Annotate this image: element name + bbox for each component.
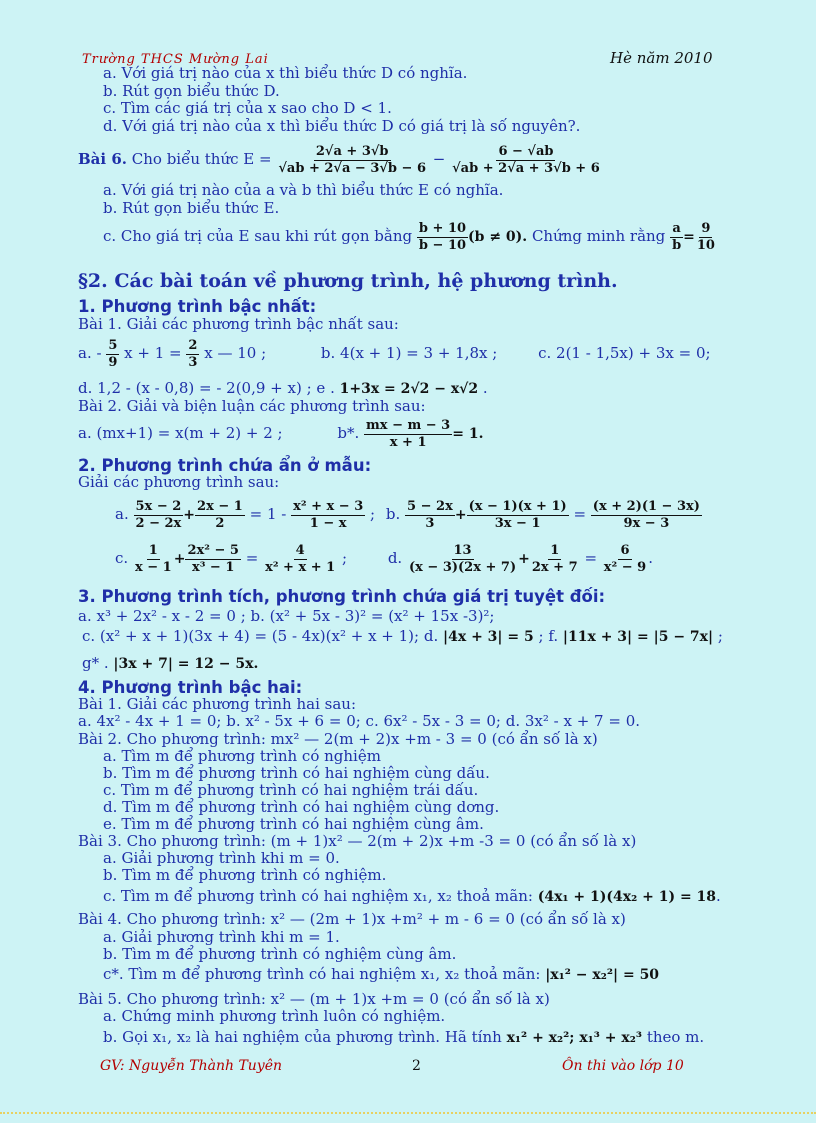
bai6-fraction-2: $\frac{6 - √ab}{√ab + 2√a + 3√b + 6}$ (452, 143, 600, 176)
bai6-title: Bài 6. (78, 150, 127, 168)
part-d-a: a. Với giá trị nào của x thì biểu thức D có nghĩa. (103, 64, 468, 82)
s4-bai3-b: b. Tìm m để phương trình có nghiệm. (103, 866, 387, 884)
s4-bai5-a: a. Chứng minh phương trình luôn có nghiệm. (103, 1007, 446, 1025)
s4-bai3-a: a. Giải phương trình khi m = 0. (103, 849, 340, 867)
s4-bai3-c: c. Tìm m để phương trình có hai nghiệm x₁, x₂ thoả mãn: (4x₁ + 1)(4x₂ + 1) = 18. (103, 887, 721, 905)
s3-line-3: g* . |3x + 7| = 12 − 5x. (82, 654, 259, 672)
bai6-c-prove: Chứng minh rằng (531, 227, 666, 245)
footer-teacher: GV: Nguyễn Thành Tuyên (100, 1058, 283, 1074)
s2-line-cd: c. $\frac{1}{x - 1}$ + $\frac{\text{2x² − 5}}{\text{x³ − 1}}$ = $\frac{4}{\text{x² + x + 1}}$ ; d. $\frac{13}{(x - 3)(2x + 7)}$ + $\frac{1}{2x + 7}$ = $\frac{6}{\text{x² − 9}}$ . (115, 542, 654, 575)
s4-bai5-b: b. Gọi x₁, x₂ là hai nghiệm của phương trình. Hã tính x₁² + x₂²; x₁³ + x₂³ theo m. (103, 1028, 705, 1046)
bai6-c (103, 218, 717, 255)
footer-page-number: 2 (412, 1058, 421, 1074)
s4-bai2-a: a. Tìm m để phương trình có nghiệm (103, 747, 381, 765)
part-d-d: d. Với giá trị nào của x thì biểu thức D có giá trị là số nguyên?. (103, 117, 581, 135)
s1-e-equation: 1+3x = 2√2 − x√2 (339, 381, 479, 397)
header-school: Trường THCS Mường Lai (82, 52, 269, 67)
s4-bai4-b: b. Tìm m để phương trình có nghiệm cùng âm. (103, 945, 457, 963)
s4-bai3: Bài 3. Cho phương trình: (m + 1)x² — 2(m + 2)x +m -3 = 0 (có ẩn số là x) (78, 832, 637, 850)
part-d-c: c. Tìm các giá trị của x sao cho D < 1. (103, 99, 392, 117)
s4-bai1-line: a. 4x² - 4x + 1 = 0; b. x² - 5x + 6 = 0; c. 6x² - 5x - 3 = 0; d. 3x² - x + 7 = 0. (78, 712, 641, 730)
bai6-c-fraction: $\frac{b + 10}{b - 10}$ (418, 220, 467, 253)
s1-bai2-fraction: $\frac{mx - m - 3}{x + 1}$ (366, 417, 451, 450)
bai6-a: a. Với giá trị nào của a và b thì biểu thức E có nghĩa. (103, 181, 504, 199)
s3-line-2: c. (x² + x + 1)(3x + 4) = (5 - 4x)(x² + x + 1); d. |4x + 3| = 5 ; f. |11x + 3| = |5 − 7x| ; (82, 627, 723, 645)
s3-title: 3. Phương trình tích, phương trình chứa giá trị tuyệt đối: (78, 587, 606, 606)
minus-sign: − (432, 150, 446, 168)
bai6-c-cond: (b ≠ 0). (468, 229, 528, 245)
s4-bai2-d: d. Tìm m để phương trình có hai nghiệm cùng dơng. (103, 798, 500, 816)
s4-title: 4. Phương trình bậc hai: (78, 678, 303, 697)
s1-frac-5-9: $\frac{5}{9}$ (108, 337, 118, 370)
bai6-ratio-1: $\frac{a}{b}$ (672, 220, 682, 253)
s4-bai5: Bài 5. Cho phương trình: x² — (m + 1)x +m = 0 (có ẩn số là x) (78, 990, 550, 1008)
bai6-b: b. Rút gọn biểu thức E. (103, 199, 280, 217)
part-d-b: b. Rút gọn biểu thức D. (103, 82, 280, 100)
page-border-dotted (0, 1112, 816, 1114)
equals-sign: = (683, 229, 695, 245)
footer-subject: Ôn thi vào lớp 10 (562, 1058, 684, 1074)
s2-title: 2. Phương trình chứa ẩn ở mẫu: (78, 456, 372, 475)
s1-bai2-line: a. (mx+1) = x(m + 2) + 2 ; b*. $\frac{mx - m - 3}{x + 1}$ = 1. (78, 417, 484, 450)
bai6-fraction-1: $\frac{2√a + 3√b}{√ab + 2√a - 3√b - 6}$ (278, 143, 426, 176)
s1-bai2: Bài 2. Giải và biện luận các phương trình sau: (78, 397, 426, 415)
s4-bai2-c: c. Tìm m để phương trình có hai nghiệm trái dấu. (103, 781, 479, 799)
s2-line-ab: a. $\frac{5x - 2}{2 - 2x}$ + $\frac{2x - 1}{2}$ = 1 - $\frac{\text{x² + x − 3}}{1 - x}$ ; b. $\frac{5 - 2x}{3}$ + $\frac{(x - 1)(x + 1)}{3x - 1}$ = $\frac{(x + 2)(1 - 3x)}{9x - 3}$ (115, 498, 700, 531)
bai6-ratio-2: $\frac{9}{10}$ (696, 220, 715, 253)
s1-bai1: Bài 1. Giải các phương trình bậc nhất sau: (78, 315, 399, 333)
s4-bai2-e: e. Tìm m để phương trình có hai nghiệm cùng âm. (103, 815, 484, 833)
bai6-line (78, 140, 602, 178)
bai6-c-text: c. Cho giá trị của E sau khi rút gọn bằng (103, 227, 413, 245)
s4-bai1: Bài 1. Giải các phương trình hai sau: (78, 695, 357, 713)
s4-bai4-a: a. Giải phương trình khi m = 1. (103, 928, 340, 946)
s1-line-abc: a. - $\frac{5}{9}$ x + 1 = $\frac{2}{3}$ x — 10 ; b. 4(x + 1) = 3 + 1,8x ; c. 2(1 - 1,5x) + 3x = 0; (78, 337, 711, 370)
s4-bai4-c: c*. Tìm m để phương trình có hai nghiệm x₁, x₂ thoả mãn: |x₁² − x₂²| = 50 (103, 965, 660, 983)
section-2-title: §2. Các bài toán về phương trình, hệ phương trình. (78, 270, 618, 292)
s1-line-de: d. 1,2 - (x - 0,8) = - 2(0,9 + x) ; e . 1+3x = 2√2 − x√2 . (78, 379, 488, 397)
s1-title: 1. Phương trình bậc nhất: (78, 297, 317, 316)
bai6-intro: Cho biểu thức E = (131, 150, 272, 168)
header-date: Hè năm 2010 (610, 49, 713, 67)
s2-intro: Giải các phương trình sau: (78, 473, 280, 491)
s1-frac-2-3: $\frac{2}{3}$ (188, 337, 198, 370)
s4-bai2-b: b. Tìm m để phương trình có hai nghiệm cùng dấu. (103, 764, 490, 782)
s4-bai4: Bài 4. Cho phương trình: x² — (2m + 1)x +m² + m - 6 = 0 (có ẩn số là x) (78, 910, 626, 928)
s3-line-1: a. x³ + 2x² - x - 2 = 0 ; b. (x² + 5x - 3)² = (x² + 15x -3)²; (78, 607, 495, 625)
s4-bai2: Bài 2. Cho phương trình: mx² — 2(m + 2)x +m - 3 = 0 (có ẩn số là x) (78, 730, 598, 748)
